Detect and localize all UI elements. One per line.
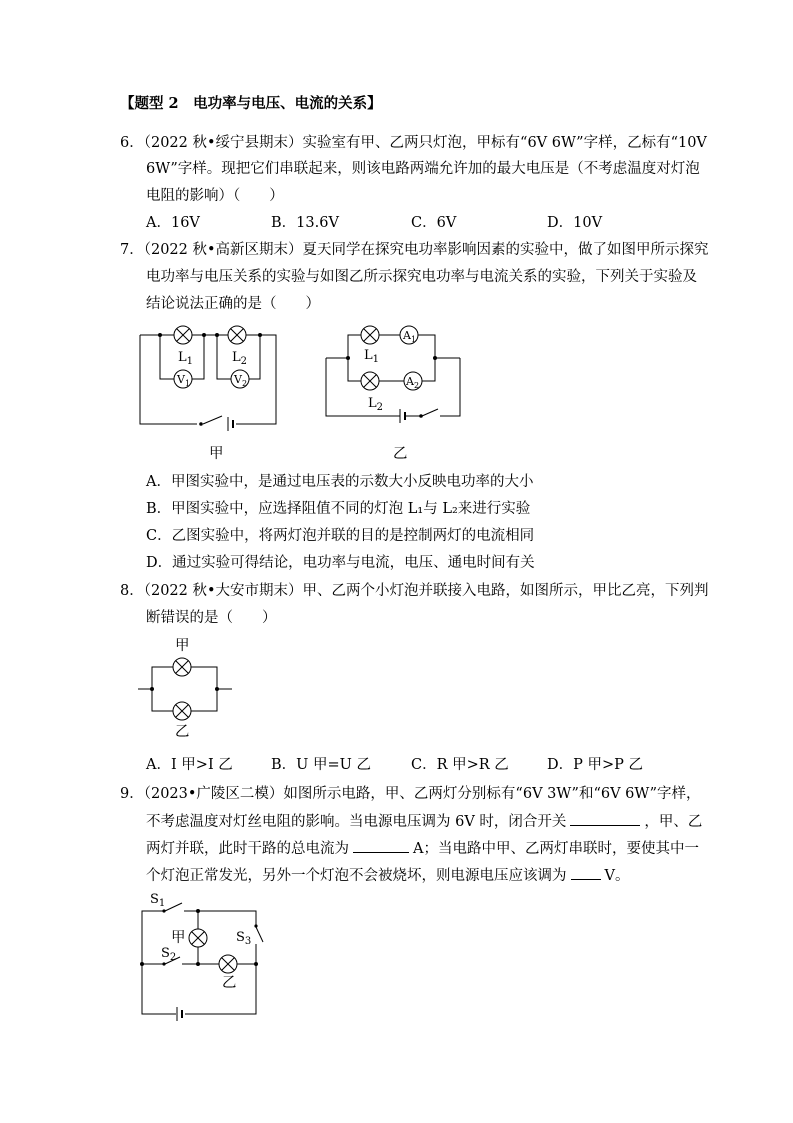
q8-option-a[interactable]: A．I 甲>I 乙: [146, 757, 233, 773]
q7-yi-l2-label: $L_2$: [368, 396, 384, 413]
q9-stem-line-2: 不考虑温度对灯丝电阻的影响。当电源电压调为 6V 时，闭合开关 ，甲、乙: [146, 811, 702, 832]
q6-stem-line-2: 6W”字样。现把它们串联起来，则该电路两端允许加的最大电压是（不考虑温度对灯泡: [146, 161, 700, 177]
q6-option-b[interactable]: B．13.6V: [271, 215, 339, 231]
section-heading: 【题型 2 电功率与电压、电流的关系】: [120, 95, 382, 112]
q7-stem-line-2: 电功率与电压关系的实验与如图乙所示探究电功率与电流关系的实验，下列关于实验及: [146, 269, 697, 285]
q7-jia-l2-label: $L_2$: [232, 350, 248, 367]
q9-yi-label: 乙: [222, 975, 237, 991]
q7-jia-l1-label: $L_1$: [178, 350, 194, 367]
q8-stem-line-2: 断错误的是（ ）: [146, 610, 277, 626]
q7-option-d[interactable]: D．通过实验可得结论，电功率与电流，电压、通电时间有关: [146, 555, 535, 571]
q6-stem-line-1: 6．（2022 秋•绥宁县期末）实验室有甲、乙两只灯泡，甲标有“6V 6W”字样，乙标有“10V: [120, 135, 707, 151]
q7-stem-line-1: 7．（2022 秋•高新区期末）夏天同学在探究电功率影响因素的实验中，做了如图甲所示探究: [120, 242, 709, 258]
q7-jia-caption: 甲: [209, 446, 224, 462]
q6-option-a[interactable]: A．16V: [146, 215, 200, 231]
q9-stem-line-4: 个灯泡正常发光，另外一个灯泡不会被烧坏，则电源电压应该调为 V。: [146, 865, 629, 886]
q7-yi-a2-label: $A_2$: [406, 375, 420, 390]
q6-option-c[interactable]: C．6V: [411, 215, 457, 231]
q8-option-c[interactable]: C．R 甲>R 乙: [411, 757, 509, 773]
q8-option-d[interactable]: D．P 甲>P 乙: [547, 757, 644, 773]
q6-option-d[interactable]: D．10V: [547, 215, 603, 231]
q8-fig-yi-label: 乙: [175, 724, 190, 740]
q7-yi-a1-label: $A_1$: [403, 329, 417, 344]
q7-option-b[interactable]: B．甲图实验中，应选择阻值不同的灯泡 L₁与 L₂来进行实验: [146, 501, 531, 517]
q7-jia-v2-label: $V_2$: [234, 373, 248, 388]
q9-s3-label: $S_3$: [236, 930, 252, 947]
q7-yi-caption: 乙: [393, 446, 408, 462]
q9-stem-line-1: 9．（2023•广陵区二模）如图所示电路，甲、乙两灯分别标有“6V 3W”和“6V 6W”字样，: [120, 786, 701, 802]
q7-stem-line-3: 结论说法正确的是（ ）: [146, 296, 320, 312]
q9-jia-label: 甲: [171, 930, 186, 946]
q7-yi-l1-label: $L_1$: [364, 348, 380, 365]
q7-option-c[interactable]: C．乙图实验中，将两灯泡并联的目的是控制两灯的电流相同: [146, 528, 535, 544]
q8-option-b[interactable]: B．U 甲=U 乙: [271, 757, 371, 773]
q9-s2-label: $S_2$: [161, 946, 177, 963]
q7-jia-v1-label: $V_1$: [177, 373, 191, 388]
q9-stem-line-3: 两灯并联，此时干路的总电流为 A；当电路中甲、乙两灯串联时，要使其中一: [146, 838, 699, 859]
q8-stem-line-1: 8．（2022 秋•大安市期末）甲、乙两个小灯泡并联接入电路，如图所示，甲比乙亮，下列判: [120, 583, 709, 599]
q7-option-a[interactable]: A．甲图实验中，是通过电压表的示数大小反映电功率的大小: [146, 474, 534, 490]
q8-fig-jia-label: 甲: [175, 638, 190, 654]
q6-stem-line-3: 电阻的影响）（ ）: [146, 188, 284, 204]
q9-s1-label: $S_1$: [150, 892, 166, 909]
